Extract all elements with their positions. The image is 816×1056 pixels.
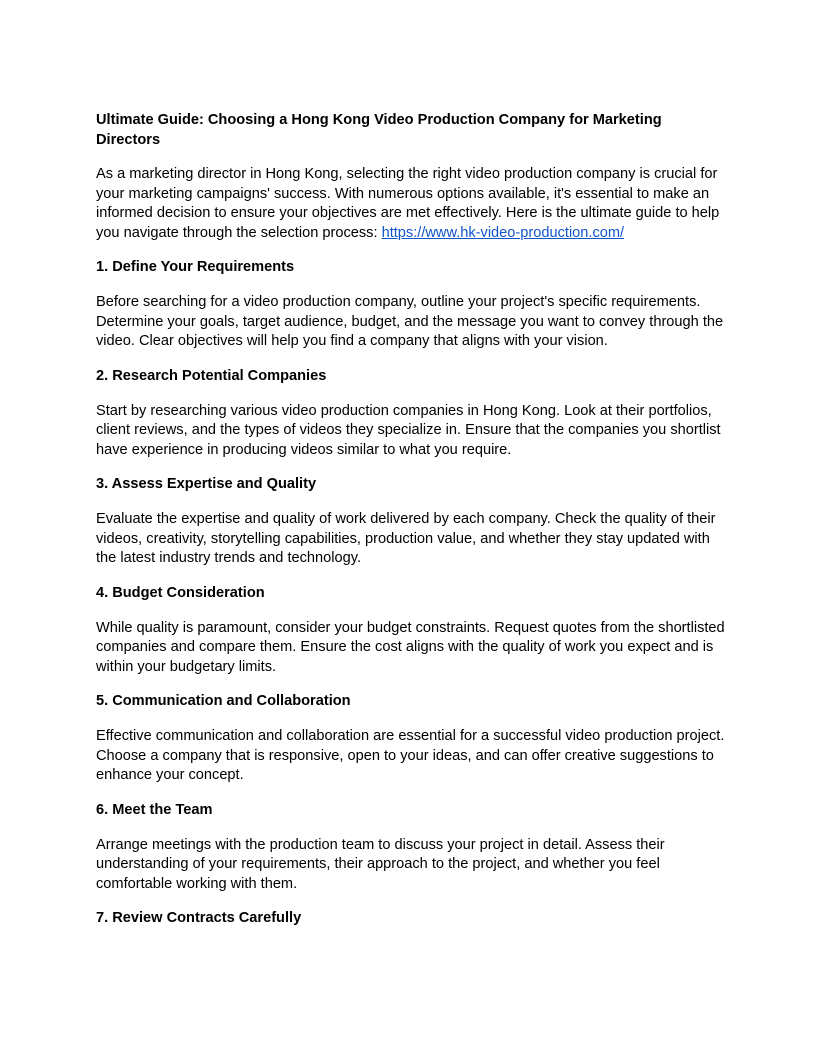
section-heading-4: 4. Budget Consideration	[96, 584, 265, 601]
intro-paragraph	[96, 165, 726, 243]
section-body-1: Before searching for a video production company, outline your project's specific requirements. Determine your goals, target audience, budget, and the message you want to convey through the video. Clear objectives will help you find a company that aligns with your vision.	[96, 294, 724, 349]
website-link[interactable]: https://www.hk-video-production.com/	[381, 224, 625, 241]
section-body-3: Evaluate the expertise and quality of work delivered by each company. Check the quality of their videos, creativity, storytelling capabilities, production value, and whether they stay updated with the latest industry trends and technology.	[96, 511, 716, 566]
section-heading-7: 7. Review Contracts Carefully	[96, 910, 302, 926]
section-heading-1: 1. Define Your Requirements	[96, 259, 295, 275]
section-heading-6: 6. Meet the Team	[96, 801, 213, 818]
section-heading-5: 5. Communication and Collaboration	[96, 693, 351, 709]
document-title: Ultimate Guide: Choosing a Hong Kong Video Production Company for Marketing Directors	[96, 112, 662, 148]
section-body-2: Start by researching various video production companies in Hong Kong. Look at their portfolios, client reviews, and the types of videos they specialize in. Ensure that the companies you shortlist have experience in producing videos similar to what you require.	[96, 402, 721, 458]
section-body-4: While quality is paramount, consider your budget constraints. Request quotes from the shortlisted companies and compare them. Ensure the cost aligns with the quality of work you expect and is within your budgetary limits.	[96, 619, 725, 675]
intro-text: As a marketing director in Hong Kong, selecting the right video production company is crucial for your marketing campaigns' success. With numerous options available, it's essential to make an informed decision to ensure your objectives are met effectively. Here is the ultimate guide to help you navigate through the selection process:	[96, 166, 720, 241]
document-page	[96, 111, 726, 944]
section-heading-2: 2. Research Potential Companies	[96, 367, 327, 384]
section-heading-3: 3. Assess Expertise and Quality	[96, 476, 317, 492]
section-body-6: Arrange meetings with the production team to discuss your project in detail. Assess their understanding of your requirements, their approach to the project, and whether you feel comfortable working with them.	[96, 836, 665, 892]
section-body-5: Effective communication and collaboration are essential for a successful video production project. Choose a company that is responsive, open to your ideas, and can offer creative suggestions to enhance your concept.	[96, 728, 725, 783]
